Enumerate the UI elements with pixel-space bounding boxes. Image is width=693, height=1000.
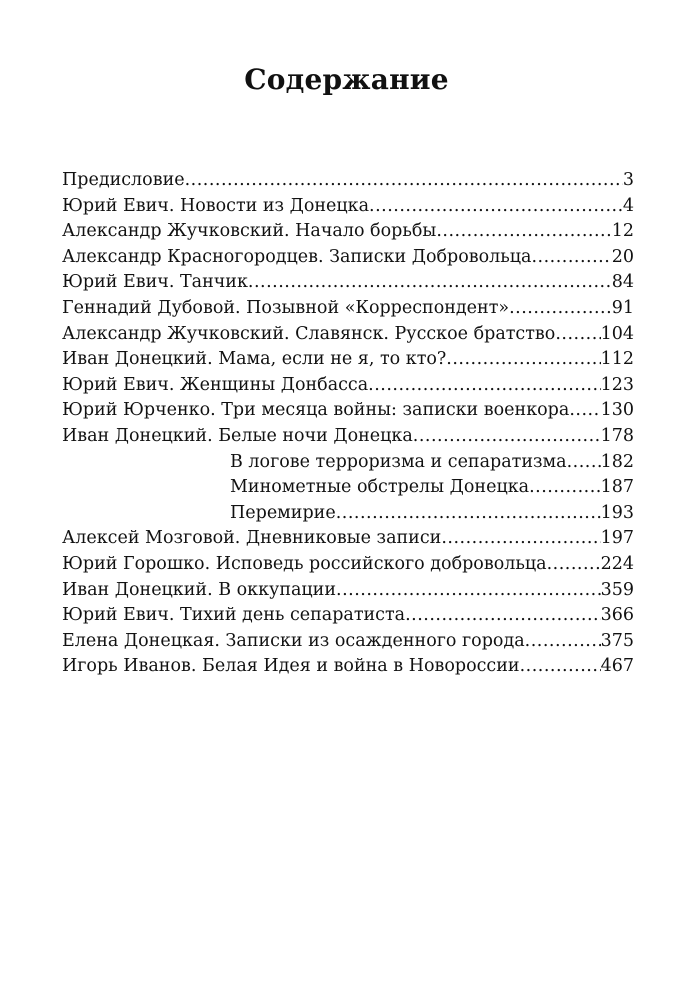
- toc-entry-title: Перемирие: [230, 502, 336, 523]
- toc-entry-title: Юрий Евич. Женщины Донбасса: [62, 374, 369, 395]
- toc-entry-title: Юрий Евич. Новости из Донецка: [62, 195, 370, 216]
- toc-leader-dots: [336, 578, 601, 604]
- toc-entry-page: 375: [600, 630, 634, 651]
- toc-leader-dots: [569, 398, 600, 424]
- toc-entry-page: 123: [600, 374, 634, 395]
- toc-subentry: [62, 501, 634, 527]
- toc-entry-page: 12: [611, 221, 634, 242]
- toc-entry-title: Иван Донецкий. Белые ночи Донецка: [62, 425, 413, 446]
- table-of-contents: [62, 168, 634, 680]
- toc-entry: [62, 270, 634, 296]
- toc-leader-dots: [555, 322, 600, 348]
- toc-entry-title: Иван Донецкий. В оккупации: [62, 579, 337, 600]
- toc-entry-page: 178: [600, 425, 634, 446]
- toc-leader-dots: [531, 245, 611, 271]
- page-title: Содержание: [244, 63, 449, 96]
- toc-entry-title: Юрий Юрченко. Три месяца войны: записки военкора: [62, 400, 570, 421]
- toc-leader-dots: [405, 603, 600, 629]
- toc-leader-dots: [441, 526, 600, 552]
- toc-subentry: [62, 450, 634, 476]
- toc-leader-dots: [413, 424, 601, 450]
- toc-entry-title: Юрий Евич. Танчик: [62, 272, 248, 293]
- toc-leader-dots: [520, 654, 601, 680]
- toc-entry-page: 91: [611, 297, 634, 318]
- toc-entry-page: 104: [600, 323, 634, 344]
- toc-entry: [62, 603, 634, 629]
- toc-leader-dots: [336, 501, 601, 527]
- toc-entry-page: 130: [600, 400, 634, 421]
- toc-entry-title: Александр Жучковский. Начало борьбы: [62, 221, 437, 242]
- toc-entry-title: Минометные обстрелы Донецка: [230, 477, 530, 498]
- toc-leader-dots: [525, 629, 601, 655]
- toc-entry-page: 20: [611, 246, 634, 267]
- toc-entry: [62, 168, 634, 194]
- toc-entry-title: Елена Донецкая. Записки из осажденного города: [62, 630, 525, 651]
- toc-leader-dots: [248, 270, 612, 296]
- toc-entry-page: 182: [600, 451, 634, 472]
- toc-entry-page: 197: [600, 528, 634, 549]
- toc-entry-page: 467: [600, 656, 634, 677]
- toc-entry: [62, 194, 634, 220]
- toc-entry-page: 359: [600, 579, 634, 600]
- toc-leader-dots: [529, 475, 601, 501]
- toc-entry-title: Александр Жучковский. Славянск. Русское братство: [62, 323, 556, 344]
- toc-entry: [62, 219, 634, 245]
- toc-entry: [62, 526, 634, 552]
- toc-entry-page: 187: [600, 477, 634, 498]
- toc-entry-title: Алексей Мозговой. Дневниковые записи: [62, 528, 442, 549]
- toc-entry: [62, 373, 634, 399]
- toc-entry: [62, 424, 634, 450]
- toc-entry: [62, 322, 634, 348]
- toc-entry-title: В логове терроризма и сепаратизма: [230, 451, 567, 472]
- toc-entry: [62, 552, 634, 578]
- toc-entry-title: Юрий Евич. Тихий день сепаратиста: [62, 605, 406, 626]
- toc-entry-page: 366: [600, 605, 634, 626]
- toc-leader-dots: [567, 450, 601, 476]
- toc-entry-page: 193: [600, 502, 634, 523]
- toc-entry: [62, 654, 634, 680]
- toc-entry: [62, 347, 634, 373]
- toc-leader-dots: [436, 219, 611, 245]
- toc-entry-page: 4: [622, 195, 634, 216]
- toc-subentry: [62, 475, 634, 501]
- toc-leader-dots: [369, 194, 623, 220]
- toc-entry-title: Юрий Горошко. Исповедь российского добровольца: [62, 553, 547, 574]
- toc-entry: [62, 296, 634, 322]
- toc-leader-dots: [185, 168, 623, 194]
- toc-entry: [62, 578, 634, 604]
- toc-entry-page: 3: [622, 170, 634, 190]
- toc-entry-title: Иван Донецкий. Мама, если не я, то кто?: [62, 349, 447, 370]
- toc-entry-page: 224: [600, 553, 634, 574]
- toc-entry-title: Александр Красногородцев. Записки Добровольца: [62, 246, 532, 267]
- toc-entry-page: 112: [600, 349, 634, 370]
- toc-leader-dots: [368, 373, 600, 399]
- toc-entry-title: Предисловие: [62, 170, 185, 190]
- toc-entry: [62, 398, 634, 424]
- toc-entry-title: Геннадий Дубовой. Позывной «Корреспондент»: [62, 297, 510, 318]
- toc-entry-page: 84: [611, 272, 634, 293]
- toc-entry: [62, 629, 634, 655]
- toc-leader-dots: [547, 552, 601, 578]
- toc-entry: [62, 245, 634, 271]
- toc-entry-title: Игорь Иванов. Белая Идея и война в Новороссии: [62, 656, 520, 677]
- toc-leader-dots: [509, 296, 612, 322]
- toc-leader-dots: [446, 347, 600, 373]
